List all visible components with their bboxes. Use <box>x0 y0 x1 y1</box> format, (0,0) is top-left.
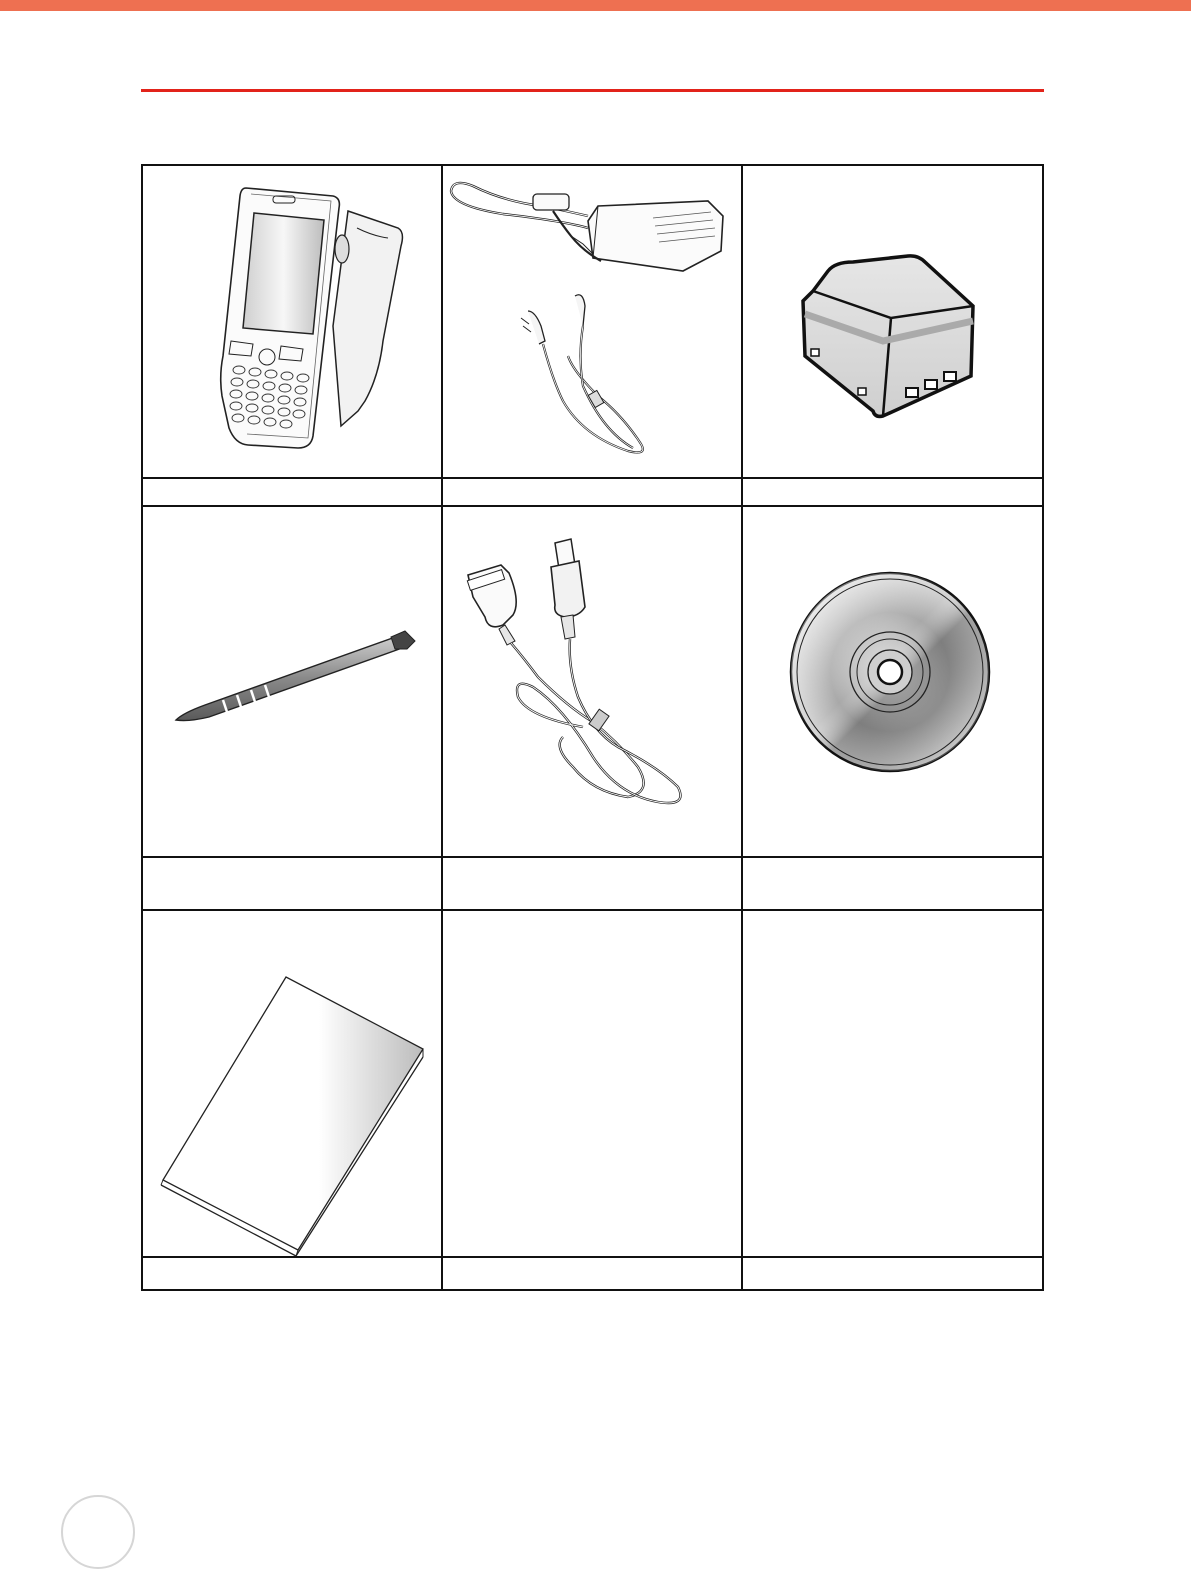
cd-disc-icon <box>743 507 1042 856</box>
table-cell <box>143 507 441 856</box>
header-accent-band <box>0 0 1191 11</box>
table-cell <box>443 507 741 856</box>
handheld-terminal-icon <box>143 166 441 477</box>
table-cell <box>743 166 1042 477</box>
stylus-icon <box>143 507 441 856</box>
table-divider <box>143 477 1042 479</box>
table-cell <box>443 166 741 477</box>
table-cell <box>143 911 441 1256</box>
ac-adapter-icon <box>443 166 741 477</box>
table-divider <box>143 1256 1042 1258</box>
table-cell <box>443 911 741 1256</box>
quick-start-guide-icon <box>143 911 441 1256</box>
table-divider <box>143 856 1042 858</box>
usb-sync-cable-icon <box>443 507 741 856</box>
table-cell <box>743 507 1042 856</box>
table-cell <box>743 911 1042 1256</box>
table-cell <box>143 166 441 477</box>
page-number-badge <box>61 1495 135 1569</box>
section-title-rule <box>141 89 1044 92</box>
package-contents-table <box>141 164 1044 1291</box>
battery-pack-icon <box>743 166 1042 477</box>
